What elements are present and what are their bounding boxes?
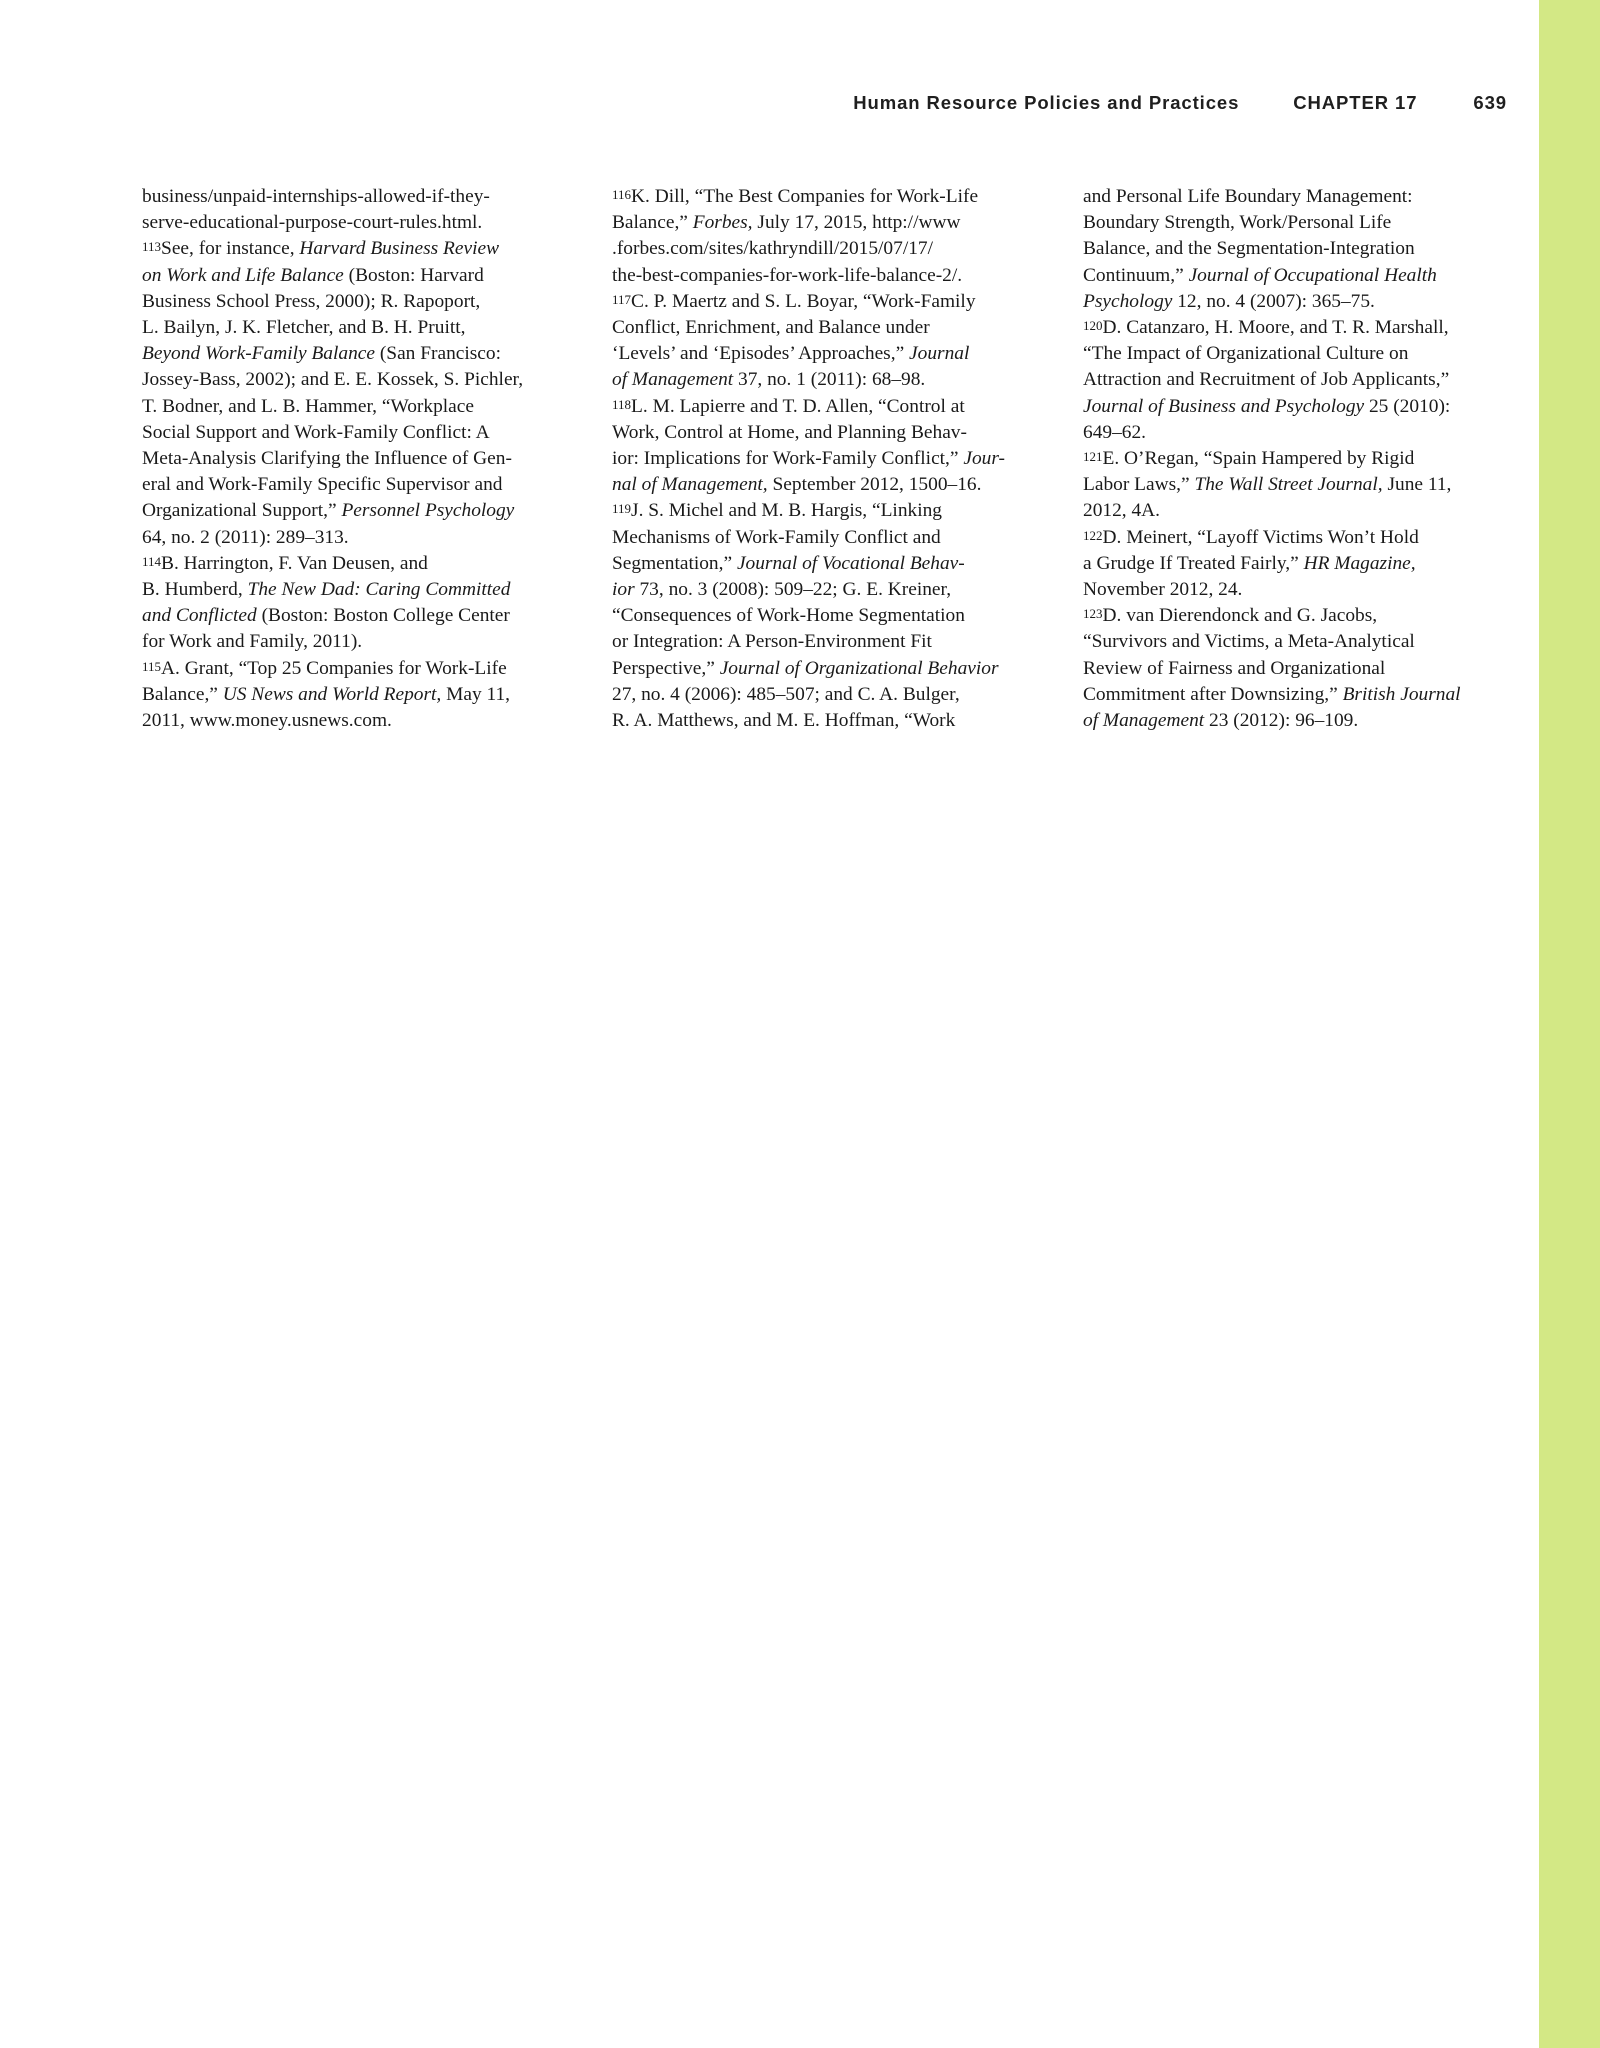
endnote-number: 119	[612, 501, 632, 517]
endnote-line	[612, 525, 1046, 551]
endnote-title-italic: Journal of Organizational Behavior	[719, 657, 999, 679]
endnote-line	[142, 236, 578, 262]
endnote-number: 118	[612, 396, 632, 412]
endnote-line	[612, 446, 1046, 472]
endnote-line	[142, 394, 578, 420]
endnote-line	[1083, 498, 1511, 524]
endnote-text: R. A. Matthews, and M. E. Hoffman, “Work	[612, 710, 956, 732]
endnote-text: Work, Control at Home, and Planning Behav-	[612, 421, 967, 443]
endnote-line	[612, 629, 1046, 655]
endnote-text: serve-educational-purpose-court-rules.html.	[142, 212, 483, 234]
endnote-title-italic: Personnel Psychology	[341, 500, 515, 522]
endnote-title-italic: HR Magazine,	[1303, 552, 1416, 574]
endnote-text: L. Bailyn, J. K. Fletcher, and B. H. Pruitt,	[142, 317, 466, 339]
endnote-item	[1083, 446, 1511, 525]
endnote-text: June 11,	[1382, 474, 1452, 496]
endnote-text: Mechanisms of Work-Family Conflict and	[612, 526, 941, 548]
endnote-text: Meta-Analysis Clarifying the Influence of Gen-	[142, 448, 512, 470]
endnote-text: 23 (2012): 96–109.	[1204, 710, 1359, 732]
endnote-text: D. van Dierendonck and G. Jacobs,	[1102, 605, 1378, 627]
endnote-line	[612, 210, 1046, 236]
endnote-item	[142, 184, 578, 236]
endnote-item	[1083, 315, 1511, 446]
endnote-text: 2011, www.money.usnews.com.	[142, 710, 392, 732]
endnote-line	[1083, 210, 1511, 236]
endnote-line	[1083, 577, 1511, 603]
endnote-text: Segmentation,”	[612, 552, 737, 574]
endnote-line	[1083, 420, 1511, 446]
endnote-text: for Work and Family, 2011).	[142, 631, 363, 653]
endnote-line	[612, 551, 1046, 577]
endnote-line	[612, 682, 1046, 708]
endnote-line	[1083, 629, 1511, 655]
endnote-item	[142, 551, 578, 656]
endnote-line	[1083, 603, 1511, 629]
endnote-line	[1083, 341, 1511, 367]
endnote-title-italic: on Work and Life Balance	[142, 264, 344, 286]
endnote-number: 123	[1083, 606, 1103, 622]
endnote-line	[142, 577, 578, 603]
endnote-text: a Grudge If Treated Fairly,”	[1083, 552, 1304, 574]
endnote-line	[142, 629, 578, 655]
endnote-text: ior: Implications for Work-Family Conflict,”	[612, 448, 964, 470]
endnote-text: Balance,”	[142, 683, 223, 705]
endnote-title-italic: Journal of Occupational Health	[1188, 264, 1437, 286]
endnote-text: eral and Work-Family Specific Supervisor and	[142, 474, 503, 496]
endnote-text: Perspective,”	[612, 657, 720, 679]
endnote-text: “Consequences of Work-Home Segmentation	[612, 605, 965, 627]
endnote-text: B. Humberd,	[142, 579, 248, 601]
endnote-text: the-best-companies-for-work-life-balance-2/.	[612, 264, 963, 286]
page-number: 639	[1473, 92, 1507, 113]
endnote-line	[612, 289, 1046, 315]
endnote-title-italic: Journal of Business and Psychology	[1083, 395, 1365, 417]
endnote-line	[612, 656, 1046, 682]
endnote-line	[1083, 236, 1511, 262]
endnote-number: 113	[142, 239, 162, 255]
endnote-title-italic: Jour-	[963, 448, 1005, 470]
endnote-line	[142, 263, 578, 289]
endnote-text: A. Grant, “Top 25 Companies for Work-Life	[161, 657, 507, 679]
endnote-line	[142, 420, 578, 446]
endnote-title-italic: British Journal	[1342, 683, 1461, 705]
endnote-text: L. M. Lapierre and T. D. Allen, “Control at	[631, 395, 965, 417]
notes-column-2	[612, 184, 1046, 734]
endnote-title-italic: Forbes,	[692, 212, 753, 234]
endnote-item	[142, 236, 578, 550]
endnote-text: Balance,”	[612, 212, 693, 234]
endnote-text: 37, no. 1 (2011): 68–98.	[733, 369, 926, 391]
endnote-line	[142, 315, 578, 341]
endnote-title-italic: Journal	[909, 343, 970, 365]
endnote-text: or Integration: A Person-Environment Fit	[612, 631, 932, 653]
endnote-line	[612, 472, 1046, 498]
endnote-text: (Boston: Boston College Center	[256, 605, 510, 627]
endnote-item	[142, 656, 578, 735]
endnote-number: 116	[612, 187, 632, 202]
endnote-line	[142, 341, 578, 367]
endnote-line	[612, 315, 1046, 341]
endnote-text: Balance, and the Segmentation-Integration	[1083, 238, 1415, 260]
endnote-text: November 2012, 24.	[1083, 579, 1243, 601]
endnote-line	[1083, 708, 1511, 734]
endnote-line	[1083, 682, 1511, 708]
notes-column-1	[142, 184, 578, 734]
endnote-text: ‘Levels’ and ‘Episodes’ Approaches,”	[612, 343, 910, 365]
endnote-text: 2012, 4A.	[1083, 500, 1161, 522]
endnote-number: 121	[1083, 449, 1103, 465]
endnote-line	[142, 656, 578, 682]
endnote-line	[142, 708, 578, 734]
endnote-text: C. P. Maertz and S. L. Boyar, “Work-Family	[631, 290, 976, 312]
endnote-line	[142, 472, 578, 498]
endnote-title-italic: Journal of Vocational Behav-	[736, 552, 965, 574]
endnote-text: Business School Press, 2000); R. Rapoport,	[142, 290, 481, 312]
endnote-line	[1083, 551, 1511, 577]
endnote-text: Organizational Support,”	[142, 500, 342, 522]
endnote-title-italic: of Management	[612, 369, 734, 391]
endnote-text: (San Francisco:	[374, 343, 501, 365]
endnote-line	[612, 367, 1046, 393]
chapter-label: CHAPTER 17	[1293, 92, 1418, 113]
endnote-text: Boundary Strength, Work/Personal Life	[1083, 212, 1392, 234]
endnote-item	[1083, 525, 1511, 604]
endnote-line	[1083, 315, 1511, 341]
endnote-line	[142, 682, 578, 708]
endnote-item	[1083, 603, 1511, 734]
endnote-text: July 17, 2015, http://www	[752, 212, 961, 234]
endnote-item	[612, 289, 1046, 394]
endnote-text: Conflict, Enrichment, and Balance under	[612, 317, 930, 339]
endnote-text: 25 (2010):	[1364, 395, 1451, 417]
endnote-title-italic: Beyond Work-Family Balance	[142, 343, 375, 365]
endnote-text: K. Dill, “The Best Companies for Work-Life	[631, 186, 979, 207]
endnote-line	[612, 577, 1046, 603]
endnote-line	[142, 603, 578, 629]
endnote-number: 120	[1083, 318, 1103, 334]
endnote-title-italic: of Management	[1083, 710, 1205, 732]
endnote-text: .forbes.com/sites/kathryndill/2015/07/17/	[612, 238, 933, 260]
running-head	[853, 91, 1507, 115]
side-color-band	[1539, 0, 1600, 2048]
endnote-number: 115	[142, 658, 162, 674]
endnote-text: 12, no. 4 (2007): 365–75.	[1172, 290, 1375, 312]
endnote-line	[142, 210, 578, 236]
endnote-line	[142, 446, 578, 472]
endnote-title-italic: US News and World Report,	[222, 683, 442, 705]
endnote-text: Jossey-Bass, 2002); and E. E. Kossek, S. Pichler,	[142, 369, 524, 391]
endnote-line	[612, 394, 1046, 420]
endnote-title-italic: and Conflicted	[142, 605, 257, 627]
endnote-title-italic: ior	[612, 579, 635, 601]
endnote-text: and Personal Life Boundary Management:	[1083, 186, 1413, 207]
endnote-number: 122	[1083, 527, 1103, 543]
endnote-text: September 2012, 1500–16.	[767, 474, 982, 496]
endnote-title-italic: Harvard Business Review	[299, 238, 500, 260]
endnote-text: 27, no. 4 (2006): 485–507; and C. A. Bulger,	[612, 683, 960, 705]
endnote-line	[142, 525, 578, 551]
endnote-text: B. Harrington, F. Van Deusen, and	[161, 552, 428, 574]
endnote-number: 114	[142, 553, 162, 569]
endnote-line	[1083, 289, 1511, 315]
endnote-line	[612, 420, 1046, 446]
endnote-line	[1083, 656, 1511, 682]
endnote-title-italic: The Wall Street Journal,	[1194, 474, 1383, 496]
endnote-line	[1083, 263, 1511, 289]
running-head-title: Human Resource Policies and Practices	[853, 92, 1240, 113]
endnote-text: D. Meinert, “Layoff Victims Won’t Hold	[1102, 526, 1419, 548]
endnote-line	[142, 551, 578, 577]
notes-column-3	[1083, 184, 1511, 734]
endnote-item	[1083, 184, 1511, 315]
endnote-text: “The Impact of Organizational Culture on	[1083, 343, 1409, 365]
endnote-text: Review of Fairness and Organizational	[1083, 657, 1386, 679]
endnote-text: Social Support and Work-Family Conflict: A	[142, 421, 490, 443]
endnote-text: Labor Laws,”	[1083, 474, 1195, 496]
endnote-line	[1083, 367, 1511, 393]
endnote-number: 117	[612, 291, 632, 307]
endnote-line	[612, 498, 1046, 524]
endnote-line	[1083, 394, 1511, 420]
endnote-text: Commitment after Downsizing,”	[1083, 683, 1343, 705]
endnote-line	[142, 367, 578, 393]
endnote-text: “Survivors and Victims, a Meta-Analytical	[1083, 631, 1415, 653]
endnote-line	[612, 236, 1046, 262]
endnote-line	[1083, 472, 1511, 498]
endnote-text: 649–62.	[1083, 421, 1147, 443]
endnote-text: business/unpaid-internships-allowed-if-they-	[142, 186, 490, 207]
endnote-text: D. Catanzaro, H. Moore, and T. R. Marshall,	[1102, 317, 1449, 339]
endnote-text: J. S. Michel and M. B. Hargis, “Linking	[631, 500, 942, 522]
endnote-text: E. O’Regan, “Spain Hampered by Rigid	[1102, 448, 1415, 470]
endnote-text: May 11,	[441, 683, 511, 705]
endnote-line	[142, 289, 578, 315]
endnote-line	[142, 184, 578, 210]
endnote-text: See, for instance,	[161, 238, 300, 260]
endnote-line	[612, 184, 1046, 210]
endnote-text: Attraction and Recruitment of Job Applicants,”	[1083, 369, 1450, 391]
endnote-item	[612, 498, 1046, 734]
endnote-item	[612, 184, 1046, 289]
endnote-line	[612, 708, 1046, 734]
endnote-line	[1083, 525, 1511, 551]
endnote-text: T. Bodner, and L. B. Hammer, “Workplace	[142, 395, 474, 417]
endnote-text: 73, no. 3 (2008): 509–22; G. E. Kreiner,	[634, 579, 952, 601]
endnote-title-italic: nal of Management,	[612, 474, 768, 496]
endnote-line	[612, 263, 1046, 289]
endnote-text: (Boston: Harvard	[343, 264, 484, 286]
endnote-line	[142, 498, 578, 524]
endnote-text: Continuum,”	[1083, 264, 1189, 286]
endnote-line	[1083, 446, 1511, 472]
endnote-text: 64, no. 2 (2011): 289–313.	[142, 526, 349, 548]
endnote-item	[612, 394, 1046, 499]
endnote-title-italic: Psychology	[1083, 290, 1173, 312]
endnote-line	[612, 341, 1046, 367]
endnote-title-italic: The New Dad: Caring Committed	[247, 579, 511, 601]
endnote-line	[1083, 184, 1511, 210]
endnote-line	[612, 603, 1046, 629]
